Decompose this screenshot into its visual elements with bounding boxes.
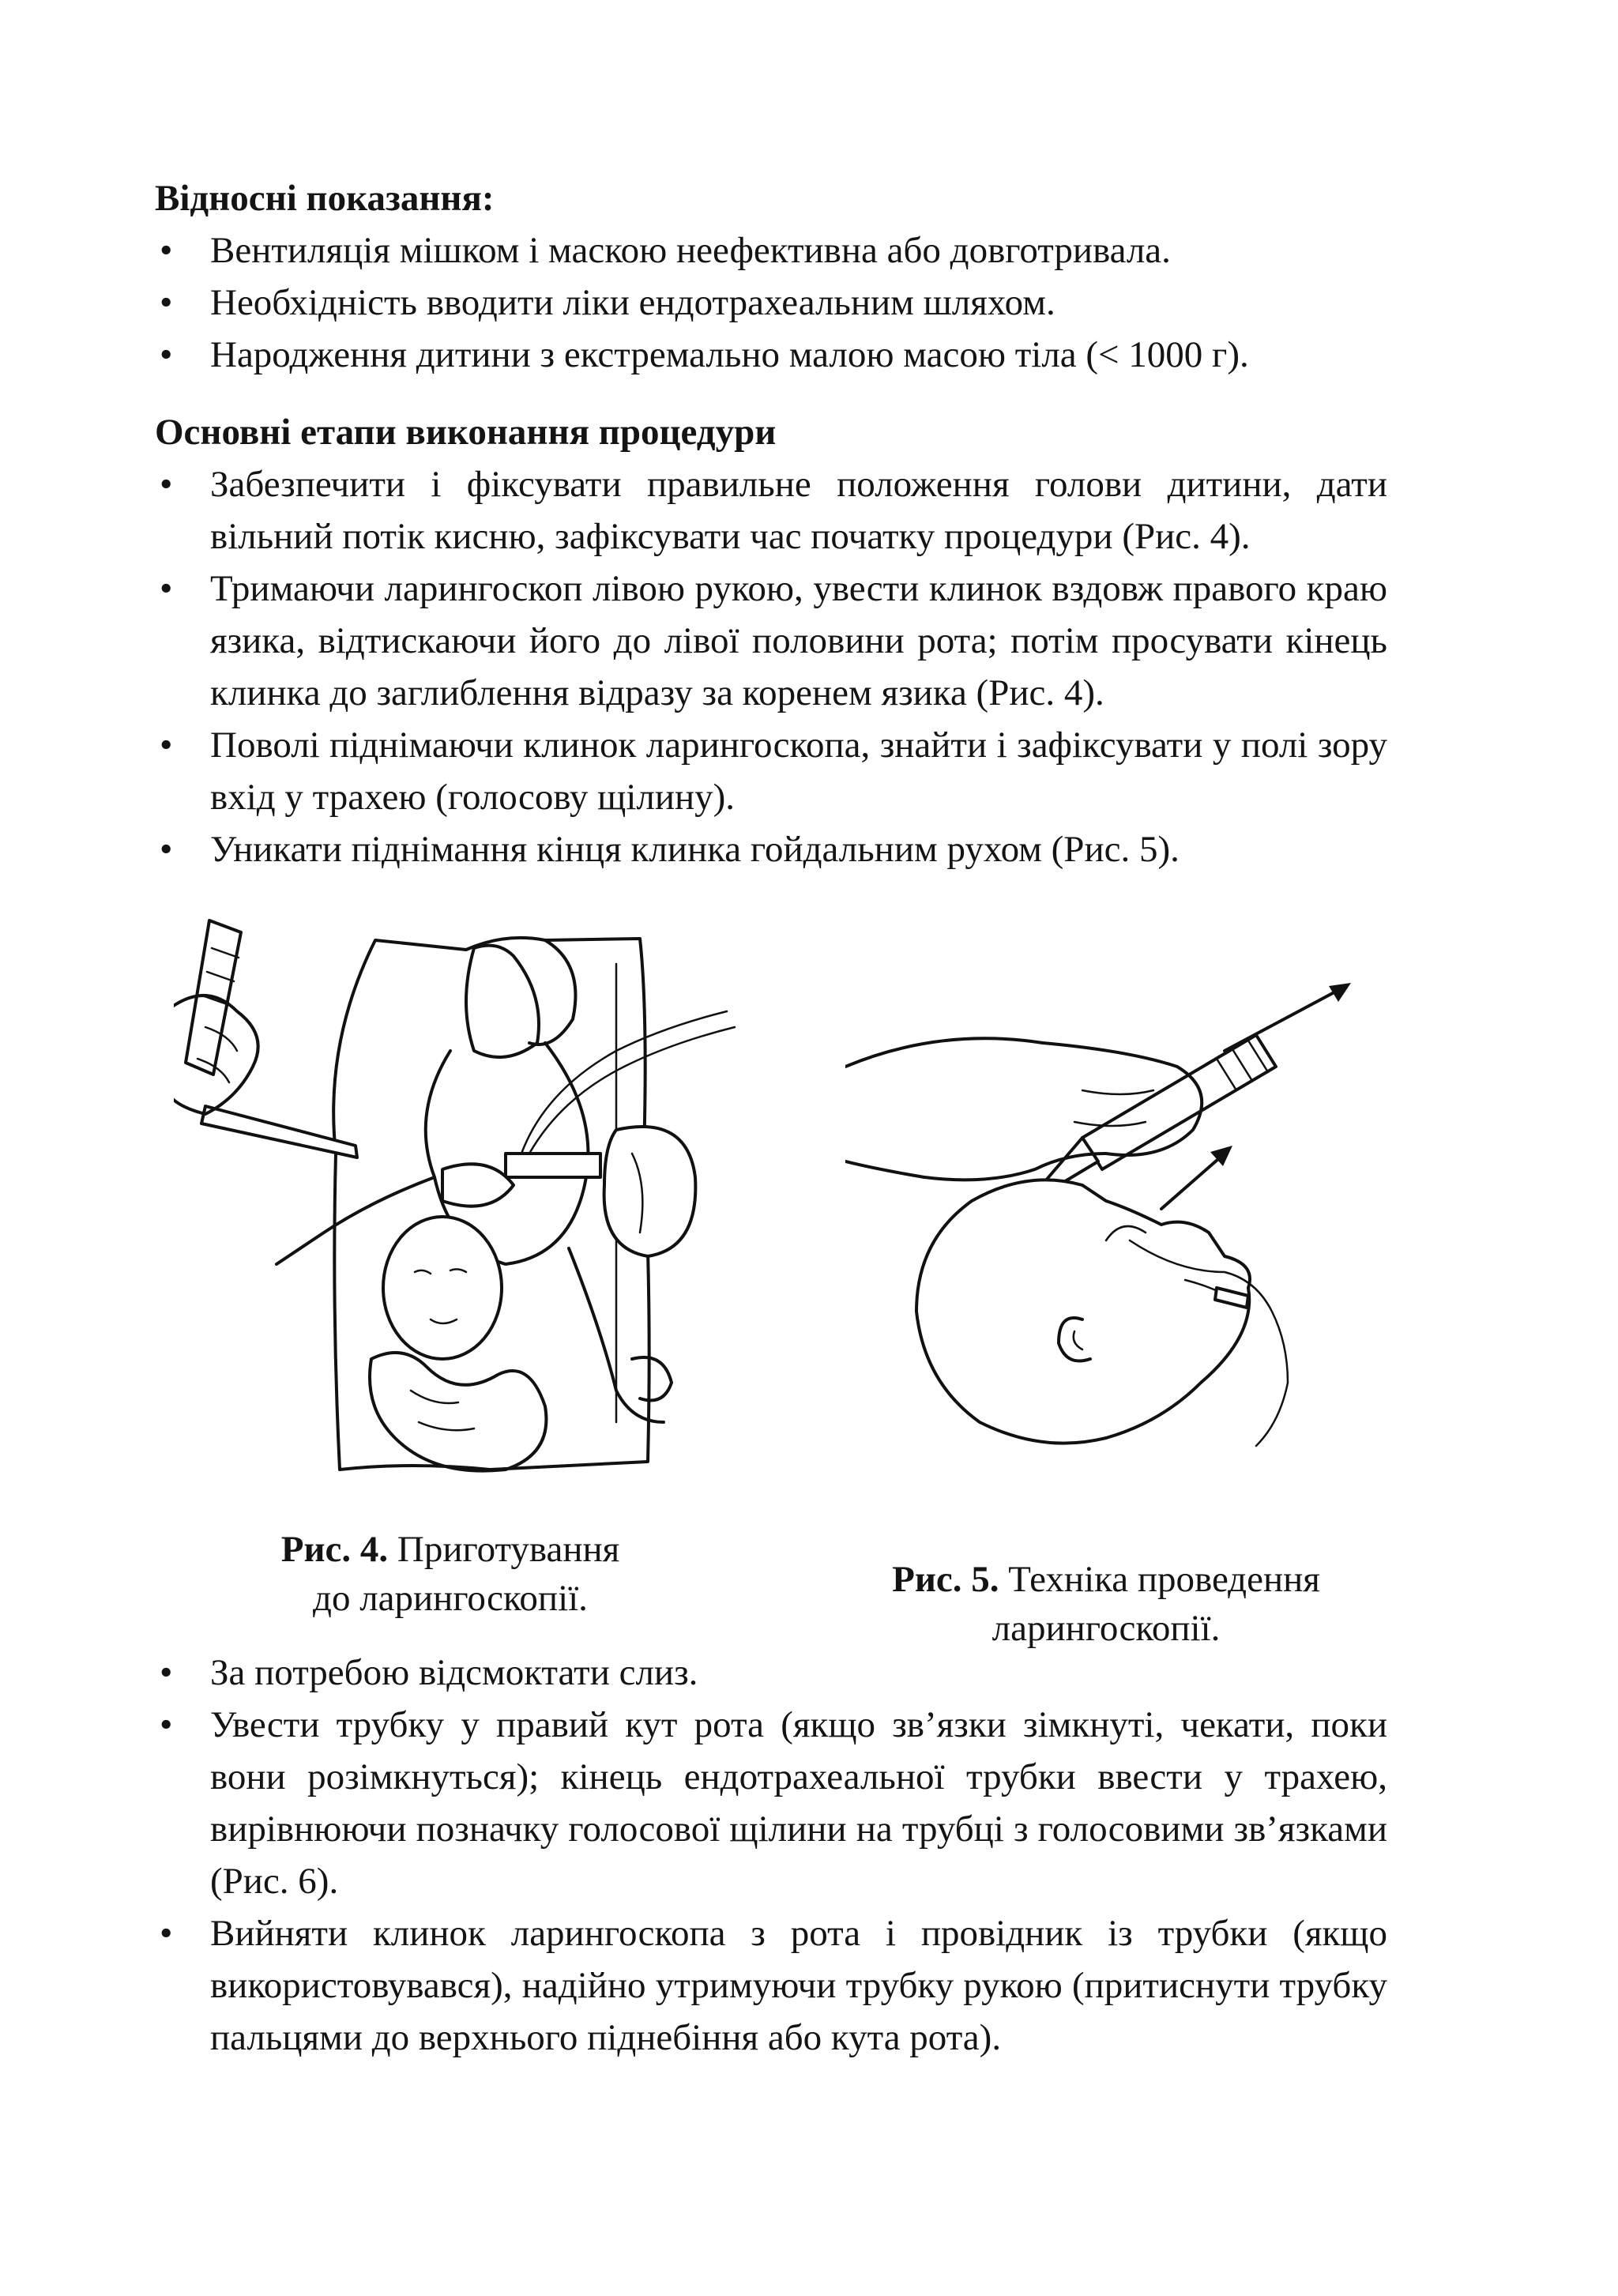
list-item: • Тримаючи ларингоскоп лівою рукою, увести клинок вздовж правого краю язика, відтискаючи його до лівої половини рота; потім просувати кінець клинка до заглиблення відразу за коренем язика (Рис. 4). bbox=[155, 563, 1387, 719]
list-item: • Поволі піднімаючи клинок ларингоскопа, знайти і зафіксувати у полі зору вхід у трахею (голосову щілину). bbox=[155, 719, 1387, 823]
figure-4-caption-line2: до ларингоскопії. bbox=[313, 1578, 588, 1619]
main-steps-section bbox=[155, 406, 1387, 875]
list-item: • Вийняти клинок ларингоскопа з рота і провідник із трубки (якщо використовувався), надійно утримуючи трубку рукою (притиснути трубку пальцями до верхнього піднебіння або кута рота). bbox=[155, 1907, 1387, 2064]
list-item: • Необхідність вводити ліки ендотрахеальним шляхом. bbox=[155, 277, 1387, 329]
main-steps-list bbox=[155, 458, 1387, 875]
list-item: • Уникати піднімання кінця клинка гойдальним рухом (Рис. 5). bbox=[155, 823, 1387, 875]
after-figures-list bbox=[155, 1647, 1387, 2064]
list-item: • Вентиляція мішком і маскою неефективна або довготривала. bbox=[155, 224, 1387, 277]
relative-indications-list bbox=[155, 224, 1387, 381]
relative-indications-heading: Відносні показання: bbox=[155, 178, 495, 219]
figure-4-illustration bbox=[174, 917, 743, 1485]
list-item: • Забезпечити і фіксувати правильне положення голови дитини, дати вільний потік кисню, зафіксувати час початку процедури (Рис. 4). bbox=[155, 458, 1387, 563]
main-steps-heading: Основні етапи виконання процедури bbox=[155, 412, 777, 453]
list-item: • Народження дитини з екстремально малою масою тіла (< 1000 г). bbox=[155, 329, 1387, 381]
figure-5-caption bbox=[830, 1555, 1383, 1653]
figure-5-caption-line2: ларингоскопії. bbox=[991, 1608, 1221, 1649]
figure-4-caption-line1: Приготування bbox=[397, 1529, 620, 1570]
figure-4-label: Рис. 4. bbox=[280, 1529, 389, 1570]
figure-5-caption-line1: Техніка проведення bbox=[1008, 1559, 1320, 1600]
after-figures-section bbox=[155, 1647, 1387, 2064]
relative-indications-section bbox=[155, 172, 1387, 381]
figure-4-caption bbox=[205, 1525, 695, 1623]
list-item: • За потребою відсмоктати слиз. bbox=[155, 1647, 1387, 1699]
figure-5-illustration bbox=[845, 972, 1383, 1462]
figure-5-label: Рис. 5. bbox=[892, 1559, 999, 1600]
list-item: • Увести трубку у правий кут рота (якщо зв’язки зімкнуті, чекати, поки вони розімкнуться); кінець ендотрахеальної трубки ввести у трахею, вирівнюючи позначку голосової щілини на трубці з голосовими зв’язками (Рис. 6). bbox=[155, 1699, 1387, 1907]
